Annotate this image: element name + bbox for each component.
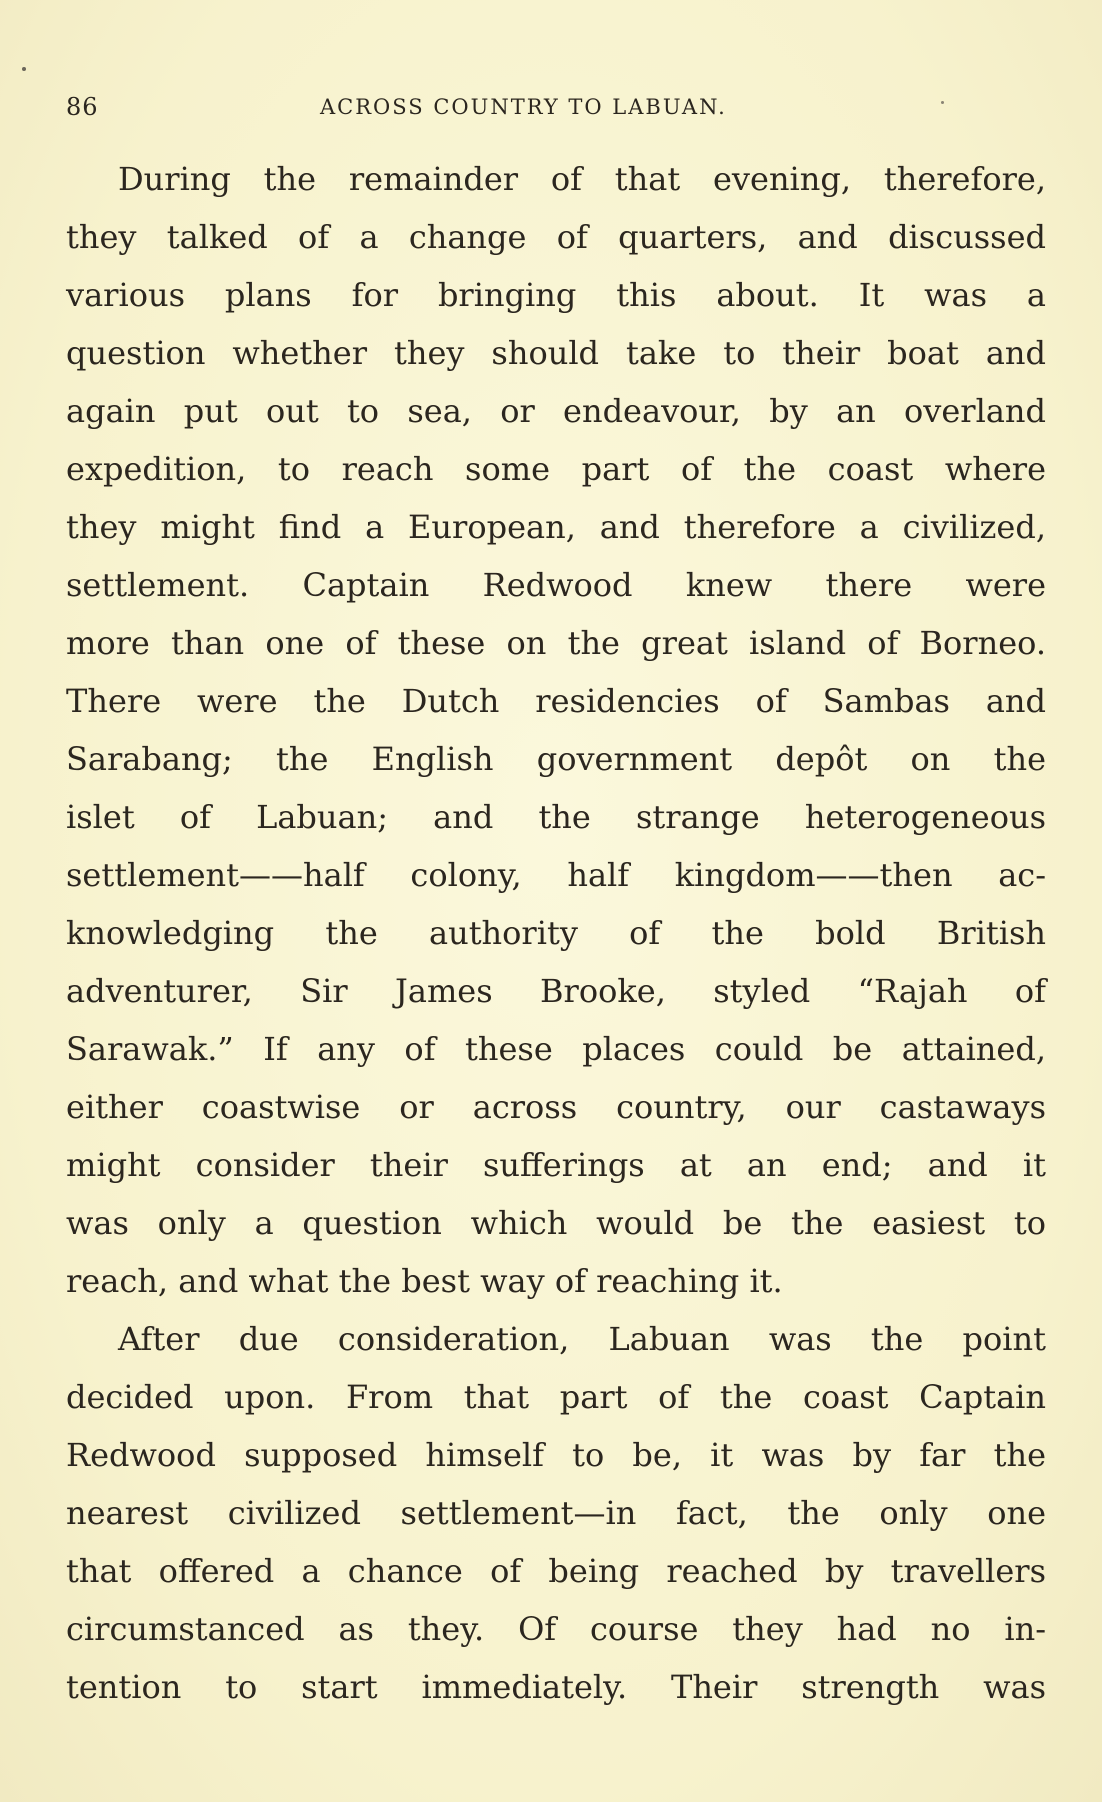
running-title: ACROSS COUNTRY TO LABUAN.: [320, 95, 727, 119]
text-line: settlement——half colony, half kingdom——then ac-: [66, 856, 1046, 894]
text-line: reach, and what the best way of reaching it.: [66, 1262, 783, 1300]
text-line: that offered a chance of being reached by travellers: [66, 1552, 1046, 1590]
text-line: nearest civilized settlement—in fact, the only one: [66, 1494, 1046, 1532]
text-line: various plans for bringing this about. It was a: [66, 276, 1046, 314]
text-line: Redwood supposed himself to be, it was by far the: [66, 1436, 1046, 1474]
text-line: was only a question which would be the easiest to: [66, 1204, 1046, 1242]
text-line: question whether they should take to their boat and: [66, 334, 1046, 372]
ink-speck: [22, 67, 26, 71]
text-line: islet of Labuan; and the strange heterogeneous: [66, 798, 1046, 836]
text-line: adventurer, Sir James Brooke, styled “Rajah of: [66, 972, 1046, 1010]
text-line: they talked of a change of quarters, and discussed: [66, 218, 1046, 256]
text-line: During the remainder of that evening, therefore,: [118, 160, 1046, 198]
text-line: circumstanced as they. Of course they had no in-: [66, 1610, 1046, 1648]
text-line: Sarabang; the English government depôt on the: [66, 740, 1046, 778]
text-line: knowledging the authority of the bold British: [66, 914, 1046, 952]
text-line: they might find a European, and therefore a civilized,: [66, 508, 1046, 546]
ink-dot: [941, 101, 944, 104]
text-line: There were the Dutch residencies of Sambas and: [66, 682, 1046, 720]
text-line: again put out to sea, or endeavour, by an overland: [66, 392, 1046, 430]
text-line: expedition, to reach some part of the coast where: [66, 450, 1046, 488]
text-line: Sarawak.” If any of these places could be attained,: [66, 1030, 1046, 1068]
text-line: decided upon. From that part of the coast Captain: [66, 1378, 1046, 1416]
text-line: more than one of these on the great island of Borneo.: [66, 624, 1046, 662]
page-header: [66, 93, 1046, 123]
text-line: settlement. Captain Redwood knew there were: [66, 566, 1046, 604]
text-line: either coastwise or across country, our castaways: [66, 1088, 1046, 1126]
text-line: After due consideration, Labuan was the point: [118, 1320, 1046, 1358]
body-text: [66, 150, 1046, 1716]
page-number: 86: [66, 93, 99, 121]
text-line: tention to start immediately. Their strength was: [66, 1668, 1046, 1706]
text-line: might consider their sufferings at an end; and it: [66, 1146, 1046, 1184]
